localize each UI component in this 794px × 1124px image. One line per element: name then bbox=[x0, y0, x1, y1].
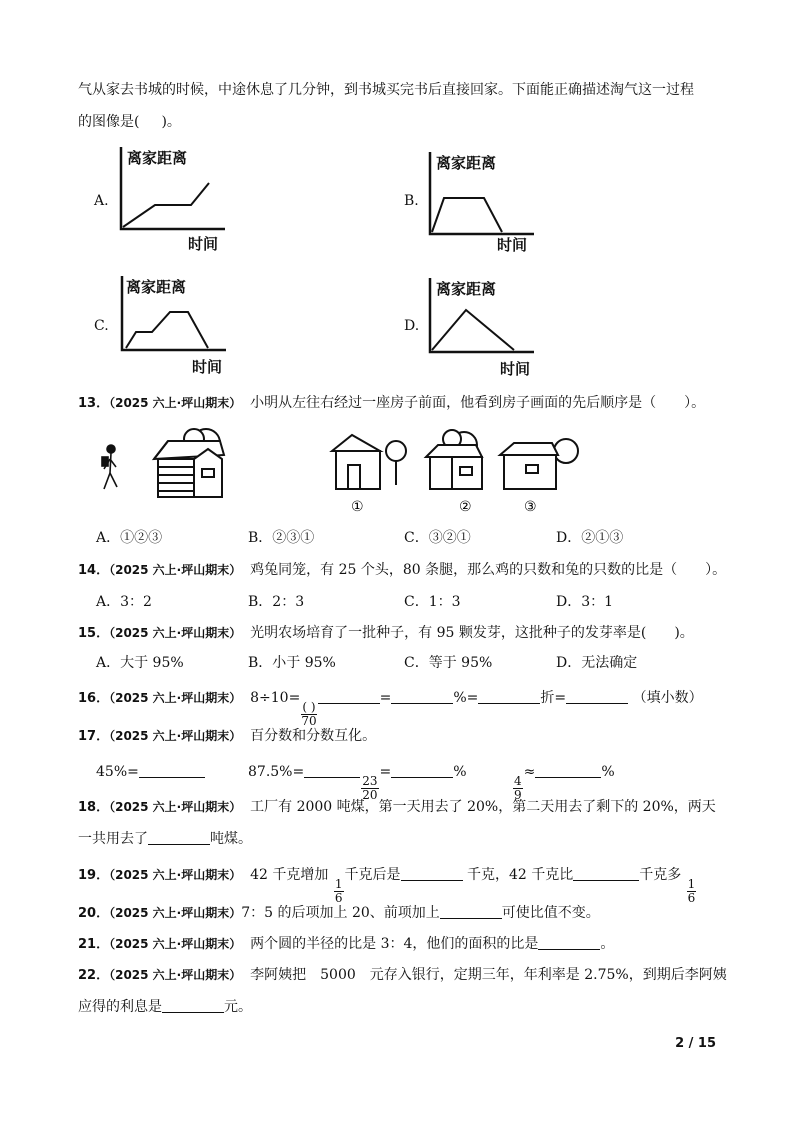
question-18 bbox=[78, 797, 716, 818]
q14-option-a: A．3：2 bbox=[96, 594, 152, 610]
question-16 bbox=[78, 688, 703, 728]
graph-c-xlabel: 时间 bbox=[192, 358, 223, 376]
q20-blank[interactable] bbox=[440, 903, 502, 919]
q18-line2-b: 吨煤。 bbox=[210, 831, 252, 847]
graph-d-ylabel: 离家距离 bbox=[436, 280, 497, 298]
q19-t4: 千克多 bbox=[639, 867, 682, 883]
graph-b-ylabel: 离家距离 bbox=[436, 154, 497, 172]
q19-t2: 千克后是 bbox=[344, 867, 401, 883]
q16-frac-den: 70 bbox=[301, 714, 317, 728]
q16-blank-3[interactable] bbox=[478, 688, 540, 704]
q17-frac1-den: 20 bbox=[362, 788, 378, 802]
question-17 bbox=[78, 726, 376, 747]
q19-fraction-2 bbox=[687, 878, 697, 905]
intro-text: 的图像是( bbox=[78, 114, 140, 130]
q16-source: （2025 六上·坪山期末） bbox=[109, 691, 242, 705]
q17-blank-c[interactable] bbox=[535, 762, 601, 778]
q17-number: 17． bbox=[78, 729, 110, 744]
q17-item-a bbox=[96, 762, 205, 782]
q18-text: 工厂有 2000 吨煤，第一天用去了 20%，第二天用去了剩下的 20%，两天 bbox=[250, 799, 716, 815]
q14-text: 鸡兔同笼，有 25 个头，80 条腿，那么鸡的只数和兔的只数的比是（ ）。 bbox=[250, 562, 727, 578]
q17-text: 百分数和分数互化。 bbox=[250, 728, 377, 744]
q21-t2: 。 bbox=[600, 936, 615, 952]
graph-c-ylabel: 离家距离 bbox=[126, 278, 187, 296]
q22-text: 李阿姨把 5000 元存入银行，定期三年，年利率是 2.75%，到期后李阿姨 bbox=[250, 967, 727, 983]
question-15 bbox=[78, 623, 694, 644]
q14-source: （2025 六上·坪山期末） bbox=[109, 563, 242, 577]
view-1-label: ① bbox=[351, 499, 364, 515]
q15-text: 光明农场培育了一批种子，有 95 颗发芽，这批种子的发芽率是( )。 bbox=[250, 625, 694, 641]
question-22 bbox=[78, 965, 727, 986]
q21-blank[interactable] bbox=[538, 934, 600, 950]
q17-b-text: 87.5%= bbox=[248, 764, 305, 780]
walking-boy-icon bbox=[102, 445, 117, 489]
q20-source: （2025 六上·坪山期末） bbox=[109, 906, 242, 920]
house-view-3-icon bbox=[500, 439, 578, 489]
q13-source: （2025 六上·坪山期末） bbox=[109, 396, 242, 410]
q17-blank-b1[interactable] bbox=[304, 762, 360, 778]
q18-line-2 bbox=[78, 829, 252, 849]
q19-t3: 千克，42 千克比 bbox=[466, 867, 574, 883]
q13-option-b: B．②③① bbox=[248, 530, 315, 546]
q17-source: （2025 六上·坪山期末） bbox=[109, 729, 242, 743]
graph-option-a-label: A. bbox=[94, 193, 109, 209]
q22-line2-a: 应得的利息是 bbox=[78, 999, 162, 1015]
q19-t1: 42 千克增加 bbox=[250, 867, 329, 883]
q16-blank-1[interactable] bbox=[318, 688, 380, 704]
q13-option-d: D．②①③ bbox=[556, 530, 624, 546]
q13-option-c: C．③②① bbox=[404, 530, 471, 546]
q13-option-a: A．①②③ bbox=[96, 530, 163, 546]
q19-source: （2025 六上·坪山期末） bbox=[109, 868, 242, 882]
question-14 bbox=[78, 560, 726, 581]
q17-pct-1: % bbox=[453, 764, 467, 780]
graph-a-xlabel: 时间 bbox=[188, 235, 219, 253]
q17-item-c bbox=[512, 762, 615, 802]
q17-frac2-num: 4 bbox=[514, 774, 522, 788]
graph-b bbox=[424, 148, 544, 260]
q17-eq: = bbox=[379, 764, 392, 780]
q19-frac2-den: 6 bbox=[687, 891, 696, 905]
graph-c bbox=[116, 272, 236, 382]
q20-t1: 7：5 的后项加上 20、前项加上 bbox=[241, 905, 440, 921]
question-20 bbox=[78, 903, 600, 924]
q14-option-d: D．3：1 bbox=[556, 594, 614, 610]
graph-option-d-label: D. bbox=[404, 318, 420, 334]
q13-text: 小明从左往右经过一座房子前面，他看到房子画面的先后顺序是（ ）。 bbox=[250, 395, 706, 411]
question-13 bbox=[78, 393, 705, 414]
house-view-2-icon bbox=[426, 430, 482, 489]
graph-a-ylabel: 离家距离 bbox=[127, 149, 188, 167]
q17-approx: ≈ bbox=[523, 764, 536, 780]
intro-line-2 bbox=[78, 112, 181, 132]
q22-number: 22． bbox=[78, 968, 110, 983]
q20-t2: 可使比值不变。 bbox=[501, 905, 600, 921]
q22-source: （2025 六上·坪山期末） bbox=[109, 968, 242, 982]
page-indicator: 2 / 15 bbox=[675, 1036, 716, 1051]
intro-line-1: 气从家去书城的时候，中途休息了几分钟，到书城买完书后直接回家。下面能正确描述淘气这一过程 bbox=[78, 82, 694, 98]
q16-fraction bbox=[301, 701, 316, 728]
graph-a bbox=[115, 143, 235, 255]
q14-option-b: B．2：3 bbox=[248, 594, 305, 610]
question-21 bbox=[78, 934, 614, 955]
q15-option-d: D．无法确定 bbox=[556, 655, 638, 671]
graph-d-xlabel: 时间 bbox=[500, 360, 531, 378]
q18-number: 18． bbox=[78, 800, 110, 815]
q22-blank[interactable] bbox=[162, 997, 224, 1013]
q19-frac2-num: 1 bbox=[687, 877, 696, 891]
q15-source: （2025 六上·坪山期末） bbox=[109, 626, 242, 640]
q13-number: 13． bbox=[78, 396, 110, 411]
q19-number: 19． bbox=[78, 868, 110, 883]
view-2-label: ② bbox=[459, 499, 472, 515]
q13-illustration bbox=[96, 425, 586, 524]
q16-percent: %= bbox=[453, 690, 479, 706]
q16-suffix: （填小数） bbox=[632, 690, 703, 706]
intro-end: )。 bbox=[161, 114, 181, 130]
q16-zhe: 折= bbox=[540, 690, 567, 706]
q17-blank-b2[interactable] bbox=[391, 762, 453, 778]
q19-fraction-1 bbox=[334, 878, 344, 905]
q16-number: 16． bbox=[78, 691, 110, 706]
q16-blank-2[interactable] bbox=[391, 688, 453, 704]
graph-d bbox=[424, 274, 544, 384]
q21-t1: 两个圆的半径的比是 3：4，他们的面积的比是 bbox=[250, 936, 539, 952]
q15-option-a: A．大于 95% bbox=[96, 655, 184, 671]
graph-option-b-label: B. bbox=[404, 193, 419, 209]
q19-blank-1[interactable] bbox=[401, 865, 463, 881]
q15-option-c: C．等于 95% bbox=[404, 655, 493, 671]
q21-number: 21． bbox=[78, 937, 110, 952]
q18-blank[interactable] bbox=[148, 829, 210, 845]
q17-pct-2: % bbox=[601, 764, 615, 780]
q15-number: 15． bbox=[78, 626, 110, 641]
q14-number: 14． bbox=[78, 563, 110, 578]
q19-frac1-den: 6 bbox=[334, 891, 343, 905]
graph-option-c-label: C. bbox=[94, 318, 109, 334]
q17-item-b bbox=[248, 762, 467, 802]
q20-number: 20． bbox=[78, 906, 110, 921]
q19-frac1-num: 1 bbox=[334, 877, 343, 891]
question-19 bbox=[78, 865, 697, 905]
q18-line2-a: 一共用去了 bbox=[78, 831, 148, 847]
q17-a-text: 45%= bbox=[96, 764, 139, 780]
house-icon bbox=[154, 429, 224, 497]
q15-option-b: B．小于 95% bbox=[248, 655, 336, 671]
q19-blank-2[interactable] bbox=[573, 865, 639, 881]
q17-frac2-den: 9 bbox=[514, 788, 522, 802]
q16-blank-4[interactable] bbox=[566, 688, 628, 704]
q22-line-2 bbox=[78, 997, 252, 1017]
q14-option-c: C．1：3 bbox=[404, 594, 461, 610]
view-3-label: ③ bbox=[524, 499, 537, 515]
q21-source: （2025 六上·坪山期末） bbox=[109, 937, 242, 951]
q22-line2-b: 元。 bbox=[224, 999, 252, 1015]
q18-source: （2025 六上·坪山期末） bbox=[109, 800, 242, 814]
q17-frac1-num: 23 bbox=[362, 774, 378, 788]
q16-frac-num: ( ) bbox=[302, 700, 316, 714]
q16-prefix: 8÷10= bbox=[250, 690, 301, 706]
graph-b-xlabel: 时间 bbox=[497, 236, 528, 254]
house-view-1-icon bbox=[332, 435, 406, 489]
q17-blank-a[interactable] bbox=[139, 762, 205, 778]
q16-eq: = bbox=[379, 690, 392, 706]
